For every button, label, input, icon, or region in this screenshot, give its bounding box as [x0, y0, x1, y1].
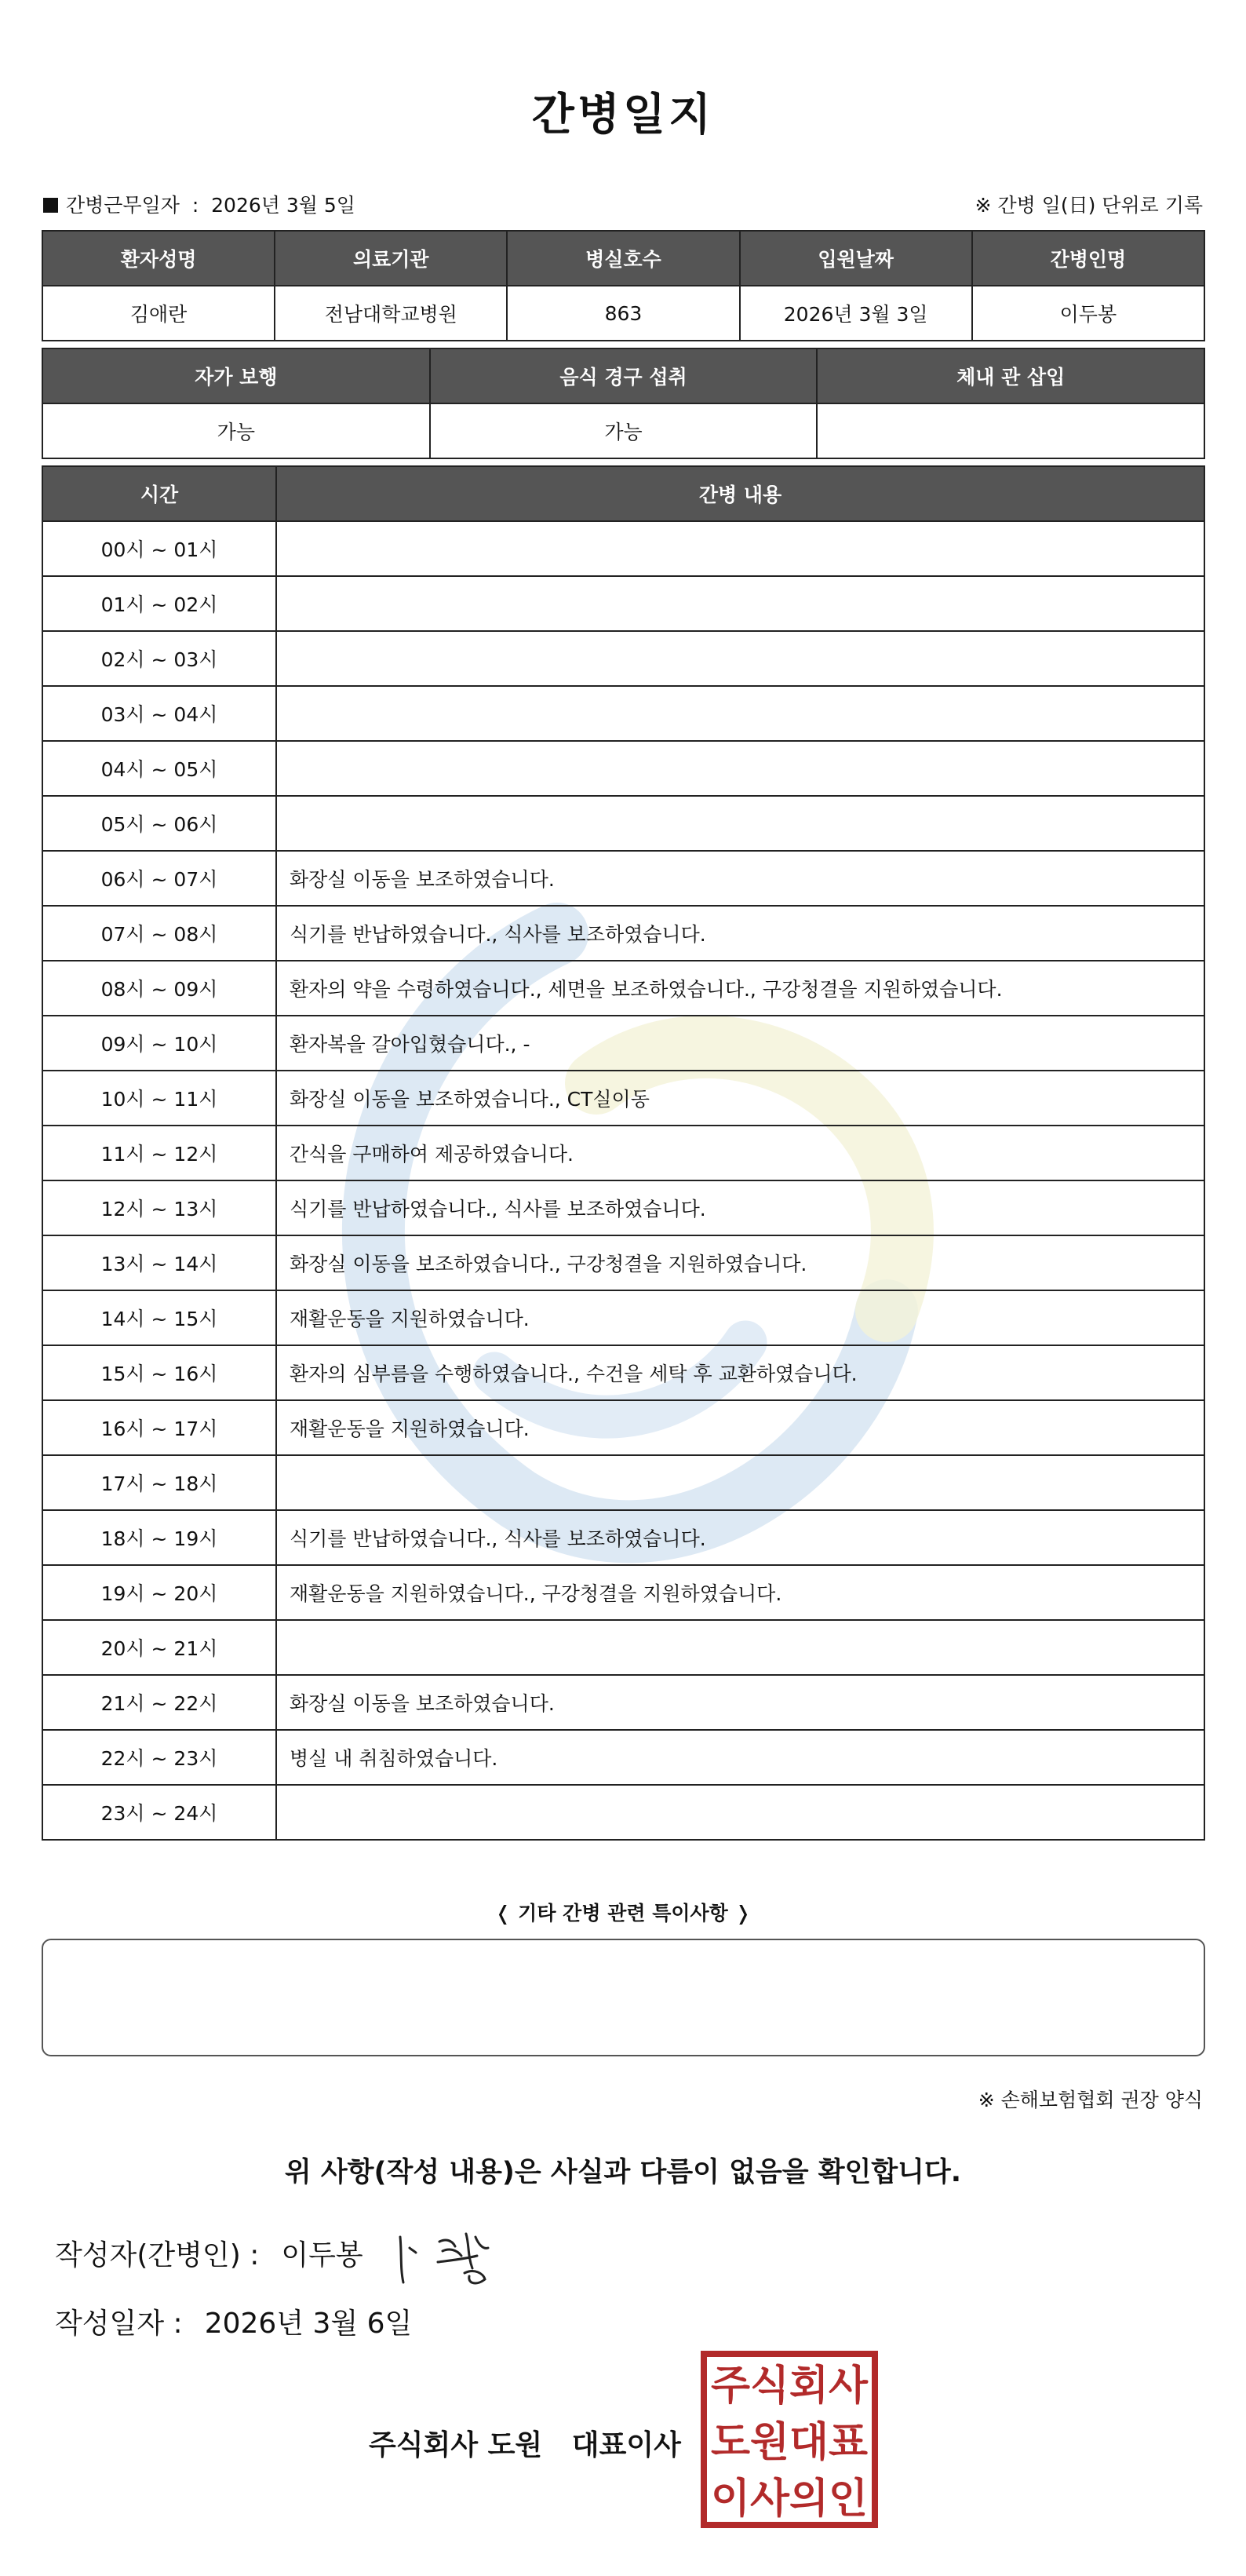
care-content-cell: [276, 1785, 1204, 1840]
time-cell: 19시 ~ 20시: [42, 1565, 276, 1620]
time-cell: 00시 ~ 01시: [42, 521, 276, 576]
time-cell: 13시 ~ 14시: [42, 1235, 276, 1290]
written-date-line: [55, 2301, 412, 2341]
time-cell: 06시 ~ 07시: [42, 851, 276, 906]
table-row: [42, 1675, 1204, 1730]
table-row: [42, 1730, 1204, 1785]
confirmation-statement: 위 사항(작성 내용)은 사실과 다름이 없음을 확인합니다.: [284, 2157, 962, 2188]
oral-intake: 가능: [430, 403, 818, 458]
table-row: [42, 1016, 1204, 1071]
patient-status-table: [42, 348, 1205, 459]
table-row: [42, 1785, 1204, 1840]
care-content-cell: 화장실 이동을 보조하였습니다.: [276, 851, 1204, 906]
time-cell: 21시 ~ 22시: [42, 1675, 276, 1730]
care-content-cell: [276, 576, 1204, 631]
table-row: [42, 1180, 1204, 1235]
remarks-title: ❬ 기타 간병 관련 특이사항 ❭: [494, 1902, 752, 1925]
table-row: [42, 576, 1204, 631]
work-date-sep: :: [191, 194, 199, 217]
header-hospital: 의료기관: [275, 231, 507, 286]
admission-date: 2026년 3월 3일: [740, 286, 972, 341]
time-cell: 23시 ~ 24시: [42, 1785, 276, 1840]
care-content-cell: 환자의 약을 수령하였습니다., 세면을 보조하였습니다., 구강청결을 지원하였습니다.: [276, 961, 1204, 1016]
patient-name: 김애란: [42, 286, 275, 341]
table-row: [42, 631, 1204, 686]
table-row: [42, 961, 1204, 1016]
table-row: [42, 521, 1204, 576]
time-cell: 14시 ~ 15시: [42, 1290, 276, 1345]
written-date-label: 작성일자 :: [55, 2308, 183, 2340]
time-cell: 16시 ~ 17시: [42, 1400, 276, 1455]
time-cell: 11시 ~ 12시: [42, 1126, 276, 1180]
time-cell: 05시 ~ 06시: [42, 796, 276, 851]
care-content-cell: 화장실 이동을 보조하였습니다., CT실이동: [276, 1071, 1204, 1126]
work-date: [43, 190, 355, 218]
patient-info-table: [42, 230, 1205, 341]
header-tube-insertion: 체내 관 삽입: [817, 348, 1204, 403]
care-content-cell: [276, 686, 1204, 741]
self-walking: 가능: [42, 403, 430, 458]
table-row: [42, 1345, 1204, 1400]
header-room-number: 병실호수: [507, 231, 739, 286]
table-row: [42, 1290, 1204, 1345]
hospital: 전남대학교병원: [275, 286, 507, 341]
table-row: [42, 1565, 1204, 1620]
table-row: [42, 1400, 1204, 1455]
care-content-cell: 병실 내 취침하였습니다.: [276, 1730, 1204, 1785]
page-title: 간병일지: [531, 89, 715, 140]
header-caregiver-name: 간병인명: [972, 231, 1204, 286]
time-cell: 03시 ~ 04시: [42, 686, 276, 741]
time-cell: 17시 ~ 18시: [42, 1455, 276, 1510]
work-date-value: 2026년 3월 5일: [211, 194, 355, 217]
care-content-cell: 환자복을 갈아입혔습니다., -: [276, 1016, 1204, 1071]
table-row: [42, 686, 1204, 741]
table-row: [42, 906, 1204, 961]
header-self-walking: 자가 보행: [42, 348, 430, 403]
svg-text:도원대표: 도원대표: [711, 2419, 868, 2466]
care-content-cell: [276, 631, 1204, 686]
care-content-cell: 화장실 이동을 보조하였습니다.: [276, 1675, 1204, 1730]
header-time: 시간: [42, 466, 276, 521]
care-content-cell: 화장실 이동을 보조하였습니다., 구강청결을 지원하였습니다.: [276, 1235, 1204, 1290]
svg-text:주식회사: 주식회사: [711, 2363, 869, 2410]
care-content-cell: [276, 796, 1204, 851]
time-cell: 20시 ~ 21시: [42, 1620, 276, 1675]
table-row: [42, 1071, 1204, 1126]
header-admission-date: 입원날짜: [740, 231, 972, 286]
table-row: [42, 1455, 1204, 1510]
care-content-cell: 재활운동을 지원하였습니다.: [276, 1400, 1204, 1455]
time-cell: 01시 ~ 02시: [42, 576, 276, 631]
care-content-cell: 재활운동을 지원하였습니다., 구강청결을 지원하였습니다.: [276, 1565, 1204, 1620]
care-log-body: [42, 521, 1204, 1840]
work-date-label: 간병근무일자: [66, 194, 180, 217]
care-content-cell: 식기를 반납하였습니다., 식사를 보조하였습니다.: [276, 1510, 1204, 1565]
table-row: [42, 1510, 1204, 1565]
table-row: [42, 1126, 1204, 1180]
care-content-cell: 식기를 반납하였습니다., 식사를 보조하였습니다.: [276, 906, 1204, 961]
time-cell: 08시 ~ 09시: [42, 961, 276, 1016]
written-date-value: 2026년 3월 6일: [204, 2308, 413, 2340]
header-care-content: 간병 내용: [276, 466, 1204, 521]
care-content-cell: 식기를 반납하였습니다., 식사를 보조하였습니다.: [276, 1180, 1204, 1235]
company-representative: 주식회사 도원 대표이사: [369, 2429, 681, 2461]
square-bullet-icon: [43, 198, 58, 213]
unit-note: ※ 간병 일(日) 단위로 기록: [975, 194, 1203, 217]
header-patient-name: 환자성명: [42, 231, 275, 286]
handwritten-signature: [391, 2221, 508, 2292]
tube-insertion: [817, 403, 1204, 458]
table-row: [42, 1235, 1204, 1290]
table-row: [42, 796, 1204, 851]
company-seal-stamp: [701, 2351, 878, 2528]
care-content-cell: [276, 1455, 1204, 1510]
time-cell: 02시 ~ 03시: [42, 631, 276, 686]
care-content-cell: 재활운동을 지원하였습니다.: [276, 1290, 1204, 1345]
svg-text:이사의인: 이사의인: [711, 2476, 868, 2523]
time-cell: 15시 ~ 16시: [42, 1345, 276, 1400]
writer-label: 작성자(간병인) :: [55, 2239, 260, 2271]
time-cell: 09시 ~ 10시: [42, 1016, 276, 1071]
time-cell: 22시 ~ 23시: [42, 1730, 276, 1785]
care-content-cell: 간식을 구매하여 제공하였습니다.: [276, 1126, 1204, 1180]
time-cell: 18시 ~ 19시: [42, 1510, 276, 1565]
time-cell: 04시 ~ 05시: [42, 741, 276, 796]
care-content-cell: [276, 521, 1204, 576]
time-cell: 12시 ~ 13시: [42, 1180, 276, 1235]
table-row: [42, 741, 1204, 796]
table-row: [42, 1620, 1204, 1675]
care-content-cell: [276, 741, 1204, 796]
writer-line: [55, 2233, 363, 2273]
header-oral-intake: 음식 경구 섭취: [430, 348, 818, 403]
time-cell: 07시 ~ 08시: [42, 906, 276, 961]
table-row: [42, 851, 1204, 906]
room-number: 863: [507, 286, 739, 341]
care-log-table: [42, 465, 1205, 1841]
care-content-cell: 환자의 심부름을 수행하였습니다., 수건을 세탁 후 교환하였습니다.: [276, 1345, 1204, 1400]
recommend-note: ※ 손해보험협회 권장 양식: [978, 2089, 1203, 2111]
caregiver-name: 이두봉: [972, 286, 1204, 341]
writer-name: 이두봉: [281, 2239, 363, 2271]
remarks-box: [42, 1939, 1205, 2056]
care-content-cell: [276, 1620, 1204, 1675]
time-cell: 10시 ~ 11시: [42, 1071, 276, 1126]
